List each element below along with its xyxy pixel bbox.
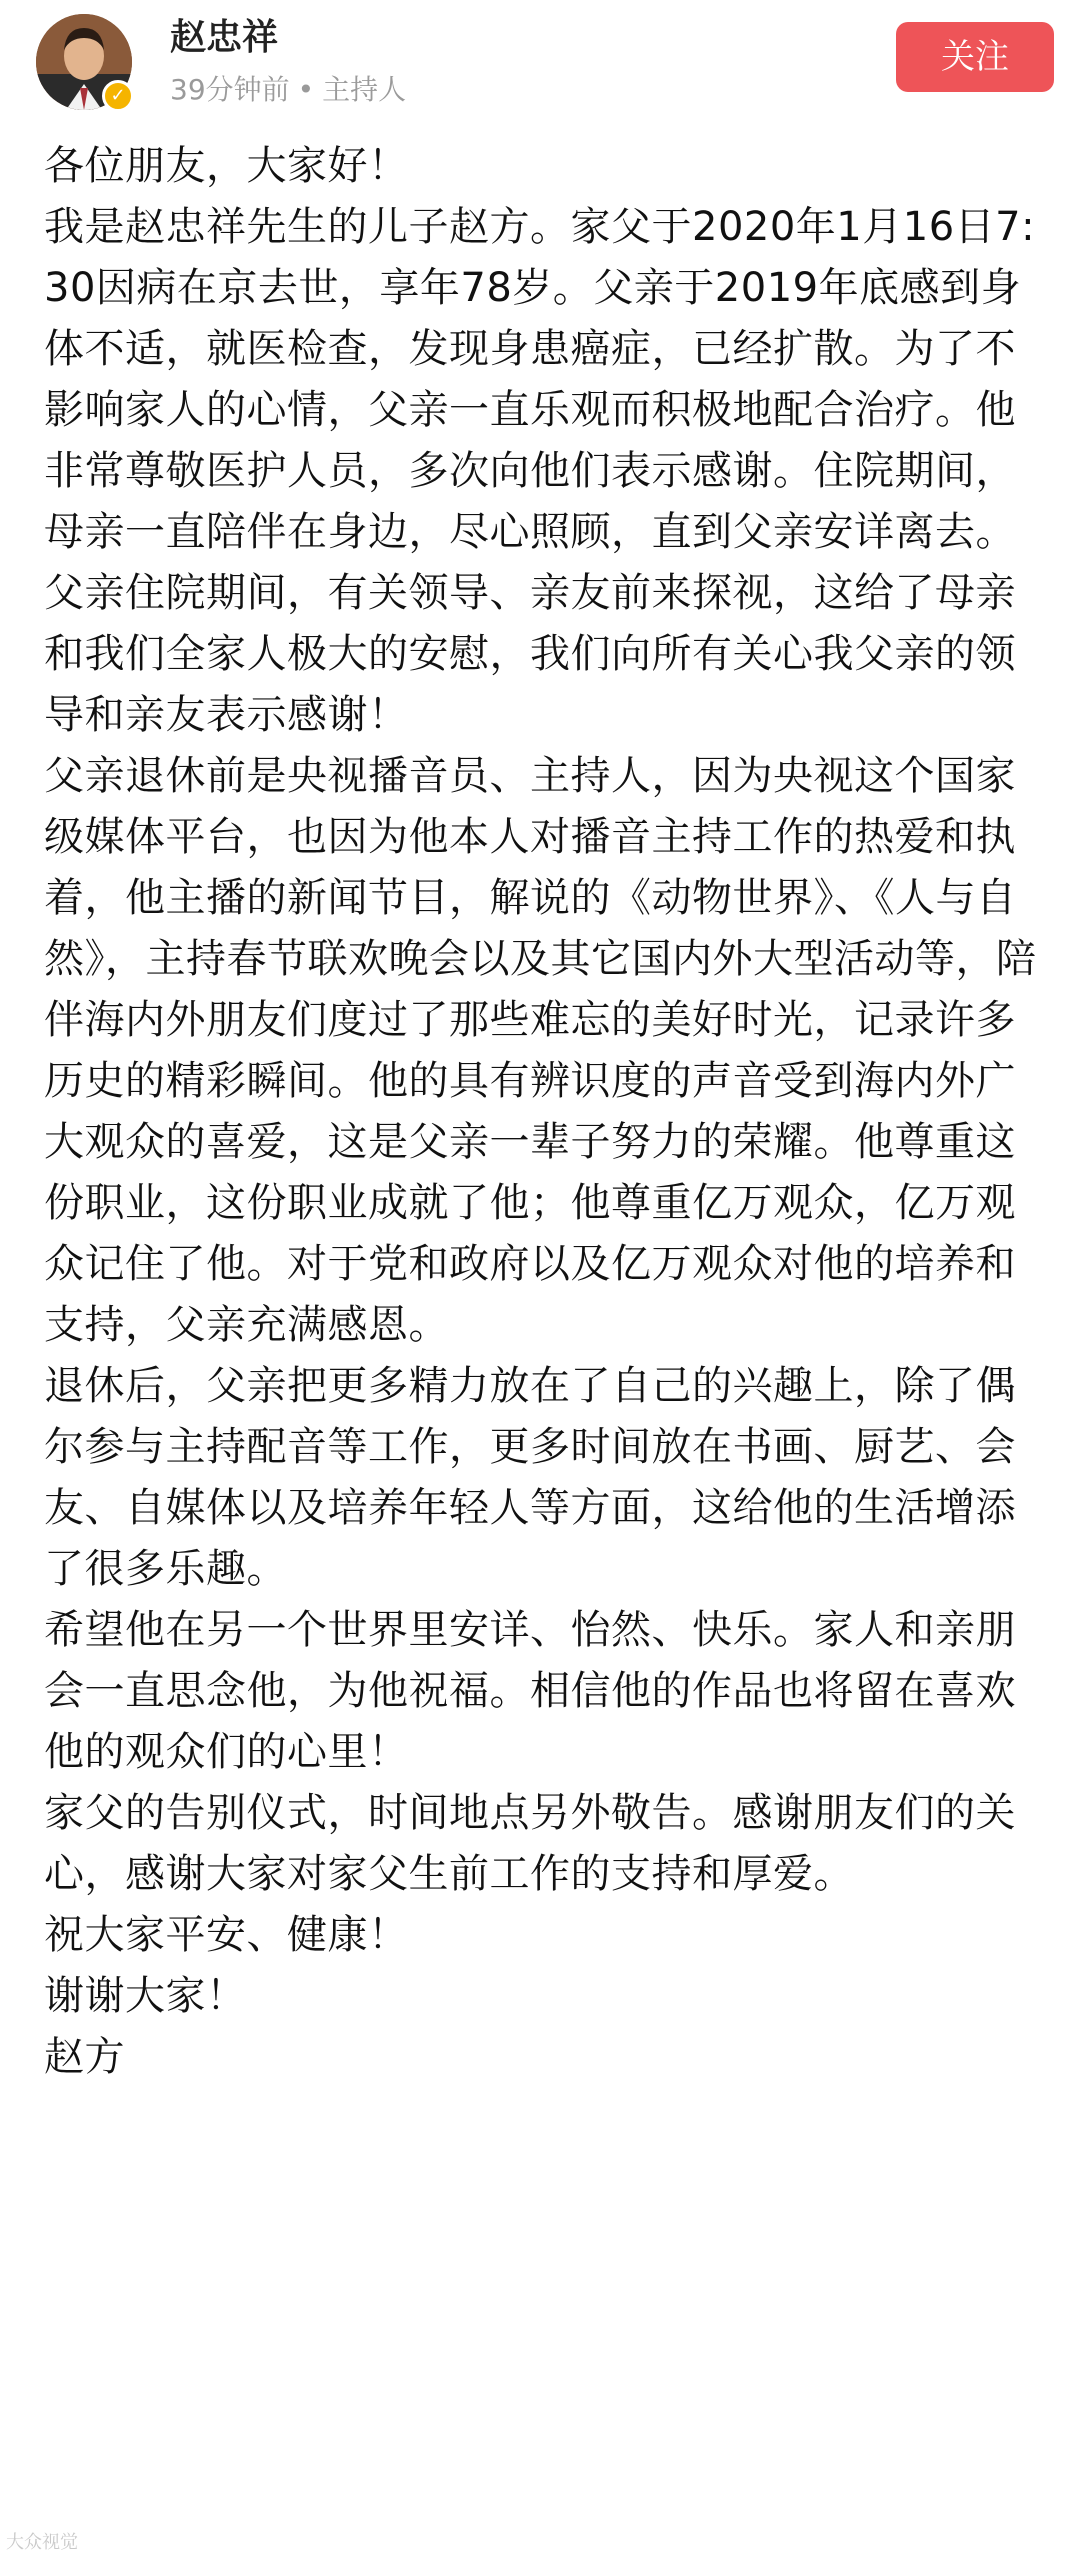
paragraph-blessing: 祝大家平安、健康！	[44, 1912, 409, 1958]
post-meta	[170, 72, 406, 108]
paragraph-thanks: 父亲住院期间，有关领导、亲友前来探视，这给了母亲和我们全家人极大的安慰，我们向所有关心我父亲的领导和亲友表示感谢！	[44, 570, 1016, 738]
paragraph-funeral-notice: 家父的告别仪式，时间地点另外敬告。感谢朋友们的关心，感谢大家对家父生前工作的支持和厚爱。	[44, 1790, 1016, 1897]
paragraph-career: 父亲退休前是央视播音员、主持人，因为央视这个国家级媒体平台，也因为他本人对播音主持工作的热爱和执着，他主播的新闻节目，解说的《动物世界》、《人与自然》，主持春节联欢晚会以及其它国内外大型活动等，陪伴海内外朋友们度过了那些难忘的美好时光，记录许多历史的精彩瞬间。他的具有辨识度的声音受到海内外广大观众的喜爱，这是父亲一辈子努力的荣耀。他尊重这份职业，这份职业成就了他；他尊重亿万观众，亿万观众记住了他。对于党和政府以及亿万观众对他的培养和支持，父亲充满感恩。	[44, 753, 1037, 1348]
paragraph-greeting: 各位朋友，大家好！	[44, 143, 409, 189]
verified-badge-icon: ✓	[102, 80, 134, 112]
follow-button[interactable]: 关注	[896, 22, 1054, 92]
meta-separator: •	[297, 73, 315, 106]
paragraph-announcement: 我是赵忠祥先生的儿子赵方。家父于2020年1月16日7:30因病在京去世，享年78岁。父亲于2019年底感到身体不适，就医检查，发现身患癌症，已经扩散。为了不影响家人的心情，父亲一直乐观而积极地配合治疗。他非常尊敬医护人员，多次向他们表示感谢。住院期间，母亲一直陪伴在身边，尽心照顾，直到父亲安详离去。	[44, 204, 1036, 555]
post-time: 39分钟前	[170, 73, 290, 106]
paragraph-wishes: 希望他在另一个世界里安详、怡然、快乐。家人和亲朋会一直思念他，为他祝福。相信他的作品也将留在喜欢他的观众们的心里！	[44, 1607, 1016, 1775]
paragraph-signature: 赵方	[44, 2034, 125, 2080]
post-body	[44, 136, 1044, 2088]
author-name[interactable]: 赵忠祥	[170, 17, 279, 58]
author-role: 主持人	[322, 73, 407, 106]
paragraph-retirement: 退休后，父亲把更多精力放在了自己的兴趣上，除了偶尔参与主持配音等工作，更多时间放在书画、厨艺、会友、自媒体以及培养年轻人等方面，这给他的生活增添了很多乐趣。	[44, 1363, 1016, 1592]
watermark: 大众视觉	[6, 2532, 78, 2553]
paragraph-closing: 谢谢大家！	[44, 1973, 247, 2019]
post-header	[0, 0, 1080, 130]
